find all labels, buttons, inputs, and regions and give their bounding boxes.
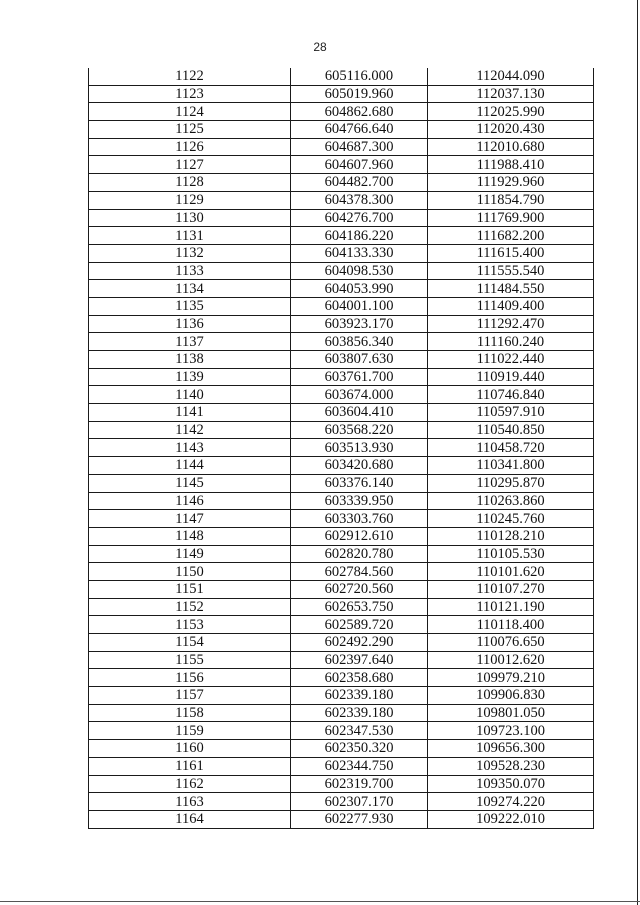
point-number-cell: 1144 — [89, 457, 291, 475]
point-number-cell: 1149 — [89, 545, 291, 563]
table-row — [89, 457, 594, 475]
point-number-cell: 1157 — [89, 687, 291, 705]
x-coordinate-cell: 602347.530 — [291, 722, 428, 740]
y-coordinate-cell: 110245.760 — [428, 510, 594, 528]
point-number-cell: 1133 — [89, 262, 291, 280]
point-number-cell: 1140 — [89, 386, 291, 404]
table-row — [89, 740, 594, 758]
y-coordinate-cell: 111854.790 — [428, 191, 594, 209]
point-number-cell: 1129 — [89, 191, 291, 209]
x-coordinate-cell: 603923.170 — [291, 315, 428, 333]
y-coordinate-cell: 111988.410 — [428, 156, 594, 174]
x-coordinate-cell: 602784.560 — [291, 563, 428, 581]
x-coordinate-cell: 602358.680 — [291, 669, 428, 687]
x-coordinate-cell: 605116.000 — [291, 68, 428, 85]
table-row — [89, 793, 594, 811]
table-row — [89, 351, 594, 369]
x-coordinate-cell: 603761.700 — [291, 368, 428, 386]
x-coordinate-cell: 604766.640 — [291, 121, 428, 139]
x-coordinate-cell: 603856.340 — [291, 333, 428, 351]
point-number-cell: 1136 — [89, 315, 291, 333]
table-row — [89, 598, 594, 616]
table-row — [89, 297, 594, 315]
table-row — [89, 156, 594, 174]
point-number-cell: 1162 — [89, 775, 291, 793]
table-row — [89, 174, 594, 192]
x-coordinate-cell: 604607.960 — [291, 156, 428, 174]
y-coordinate-cell: 111484.550 — [428, 280, 594, 298]
table-row — [89, 722, 594, 740]
y-coordinate-cell: 109656.300 — [428, 740, 594, 758]
point-number-cell: 1122 — [89, 68, 291, 85]
point-number-cell: 1155 — [89, 651, 291, 669]
point-number-cell: 1160 — [89, 740, 291, 758]
point-number-cell: 1161 — [89, 757, 291, 775]
point-number-cell: 1152 — [89, 598, 291, 616]
point-number-cell: 1163 — [89, 793, 291, 811]
point-number-cell: 1156 — [89, 669, 291, 687]
page-border-right — [637, 0, 638, 905]
table-row — [89, 262, 594, 280]
x-coordinate-cell: 603376.140 — [291, 474, 428, 492]
point-number-cell: 1148 — [89, 527, 291, 545]
x-coordinate-cell: 602319.700 — [291, 775, 428, 793]
table-row — [89, 634, 594, 652]
x-coordinate-cell: 604687.300 — [291, 138, 428, 156]
y-coordinate-cell: 110118.400 — [428, 616, 594, 634]
x-coordinate-cell: 605019.960 — [291, 85, 428, 103]
table-row — [89, 244, 594, 262]
table-row — [89, 527, 594, 545]
y-coordinate-cell: 109979.210 — [428, 669, 594, 687]
y-coordinate-cell: 112044.090 — [428, 68, 594, 85]
y-coordinate-cell: 112010.680 — [428, 138, 594, 156]
x-coordinate-cell: 602820.780 — [291, 545, 428, 563]
point-number-cell: 1130 — [89, 209, 291, 227]
x-coordinate-cell: 602344.750 — [291, 757, 428, 775]
y-coordinate-cell: 110597.910 — [428, 404, 594, 422]
point-number-cell: 1147 — [89, 510, 291, 528]
table-row — [89, 492, 594, 510]
table-row — [89, 404, 594, 422]
table-row — [89, 439, 594, 457]
x-coordinate-cell: 603339.950 — [291, 492, 428, 510]
y-coordinate-cell: 110919.440 — [428, 368, 594, 386]
x-coordinate-cell: 604862.680 — [291, 103, 428, 121]
table-row — [89, 85, 594, 103]
point-number-cell: 1139 — [89, 368, 291, 386]
y-coordinate-cell: 110128.210 — [428, 527, 594, 545]
point-number-cell: 1143 — [89, 439, 291, 457]
x-coordinate-cell: 602339.180 — [291, 687, 428, 705]
y-coordinate-cell: 110107.270 — [428, 580, 594, 598]
point-number-cell: 1135 — [89, 297, 291, 315]
table-row — [89, 651, 594, 669]
y-coordinate-cell: 109801.050 — [428, 704, 594, 722]
x-coordinate-cell: 602653.750 — [291, 598, 428, 616]
table-row — [89, 687, 594, 705]
y-coordinate-cell: 109274.220 — [428, 793, 594, 811]
x-coordinate-cell: 602492.290 — [291, 634, 428, 652]
x-coordinate-cell: 603807.630 — [291, 351, 428, 369]
y-coordinate-cell: 110341.800 — [428, 457, 594, 475]
table-row — [89, 616, 594, 634]
y-coordinate-cell: 110076.650 — [428, 634, 594, 652]
point-number-cell: 1151 — [89, 580, 291, 598]
y-coordinate-cell: 111769.900 — [428, 209, 594, 227]
page-border-bottom — [0, 901, 640, 902]
table-row — [89, 103, 594, 121]
point-number-cell: 1150 — [89, 563, 291, 581]
y-coordinate-cell: 110263.860 — [428, 492, 594, 510]
y-coordinate-cell: 111615.400 — [428, 244, 594, 262]
point-number-cell: 1132 — [89, 244, 291, 262]
point-number-cell: 1158 — [89, 704, 291, 722]
point-number-cell: 1123 — [89, 85, 291, 103]
table-row — [89, 191, 594, 209]
table-row — [89, 580, 594, 598]
y-coordinate-cell: 109723.100 — [428, 722, 594, 740]
x-coordinate-cell: 604186.220 — [291, 227, 428, 245]
table-row — [89, 386, 594, 404]
y-coordinate-cell: 111929.960 — [428, 174, 594, 192]
table-row — [89, 209, 594, 227]
point-number-cell: 1126 — [89, 138, 291, 156]
point-number-cell: 1146 — [89, 492, 291, 510]
y-coordinate-cell: 110746.840 — [428, 386, 594, 404]
y-coordinate-cell: 112025.990 — [428, 103, 594, 121]
point-number-cell: 1128 — [89, 174, 291, 192]
x-coordinate-cell: 604098.530 — [291, 262, 428, 280]
point-number-cell: 1134 — [89, 280, 291, 298]
point-number-cell: 1141 — [89, 404, 291, 422]
x-coordinate-cell: 603674.000 — [291, 386, 428, 404]
x-coordinate-cell: 602307.170 — [291, 793, 428, 811]
point-number-cell: 1154 — [89, 634, 291, 652]
x-coordinate-cell: 603303.760 — [291, 510, 428, 528]
y-coordinate-cell: 110540.850 — [428, 421, 594, 439]
table-row — [89, 333, 594, 351]
x-coordinate-cell: 604133.330 — [291, 244, 428, 262]
y-coordinate-cell: 111682.200 — [428, 227, 594, 245]
x-coordinate-cell: 604276.700 — [291, 209, 428, 227]
table-row — [89, 757, 594, 775]
x-coordinate-cell: 602912.610 — [291, 527, 428, 545]
y-coordinate-cell: 109222.010 — [428, 810, 594, 828]
point-number-cell: 1138 — [89, 351, 291, 369]
table-row — [89, 138, 594, 156]
point-number-cell: 1164 — [89, 810, 291, 828]
y-coordinate-cell: 111160.240 — [428, 333, 594, 351]
x-coordinate-cell: 602277.930 — [291, 810, 428, 828]
point-number-cell: 1137 — [89, 333, 291, 351]
y-coordinate-cell: 112020.430 — [428, 121, 594, 139]
y-coordinate-cell: 111409.400 — [428, 297, 594, 315]
x-coordinate-cell: 603604.410 — [291, 404, 428, 422]
table-row — [89, 421, 594, 439]
x-coordinate-cell: 602720.560 — [291, 580, 428, 598]
point-number-cell: 1142 — [89, 421, 291, 439]
x-coordinate-cell: 603568.220 — [291, 421, 428, 439]
table-row — [89, 315, 594, 333]
point-number-cell: 1153 — [89, 616, 291, 634]
y-coordinate-cell: 109906.830 — [428, 687, 594, 705]
x-coordinate-cell: 604482.700 — [291, 174, 428, 192]
y-coordinate-cell: 111292.470 — [428, 315, 594, 333]
table-row — [89, 368, 594, 386]
coordinates-table-body — [89, 68, 594, 828]
table-row — [89, 510, 594, 528]
point-number-cell: 1125 — [89, 121, 291, 139]
x-coordinate-cell: 603420.680 — [291, 457, 428, 475]
x-coordinate-cell: 604053.990 — [291, 280, 428, 298]
table-row — [89, 227, 594, 245]
table-row — [89, 280, 594, 298]
y-coordinate-cell: 110101.620 — [428, 563, 594, 581]
table-row — [89, 563, 594, 581]
y-coordinate-cell: 110121.190 — [428, 598, 594, 616]
x-coordinate-cell: 602397.640 — [291, 651, 428, 669]
y-coordinate-cell: 110012.620 — [428, 651, 594, 669]
x-coordinate-cell: 603513.930 — [291, 439, 428, 457]
table-row — [89, 121, 594, 139]
y-coordinate-cell: 110458.720 — [428, 439, 594, 457]
x-coordinate-cell: 604378.300 — [291, 191, 428, 209]
y-coordinate-cell: 110105.530 — [428, 545, 594, 563]
y-coordinate-cell: 109350.070 — [428, 775, 594, 793]
point-number-cell: 1159 — [89, 722, 291, 740]
y-coordinate-cell: 109528.230 — [428, 757, 594, 775]
table-row — [89, 810, 594, 828]
y-coordinate-cell: 111555.540 — [428, 262, 594, 280]
point-number-cell: 1124 — [89, 103, 291, 121]
table-row — [89, 545, 594, 563]
y-coordinate-cell: 110295.870 — [428, 474, 594, 492]
x-coordinate-cell: 602589.720 — [291, 616, 428, 634]
point-number-cell: 1127 — [89, 156, 291, 174]
table-row — [89, 474, 594, 492]
x-coordinate-cell: 602339.180 — [291, 704, 428, 722]
x-coordinate-cell: 602350.320 — [291, 740, 428, 758]
y-coordinate-cell: 112037.130 — [428, 85, 594, 103]
table-row — [89, 775, 594, 793]
point-number-cell: 1145 — [89, 474, 291, 492]
table-row — [89, 669, 594, 687]
table-row — [89, 68, 594, 85]
page-number: 28 — [313, 40, 327, 54]
coordinates-table — [88, 68, 594, 829]
point-number-cell: 1131 — [89, 227, 291, 245]
table-row — [89, 704, 594, 722]
x-coordinate-cell: 604001.100 — [291, 297, 428, 315]
y-coordinate-cell: 111022.440 — [428, 351, 594, 369]
